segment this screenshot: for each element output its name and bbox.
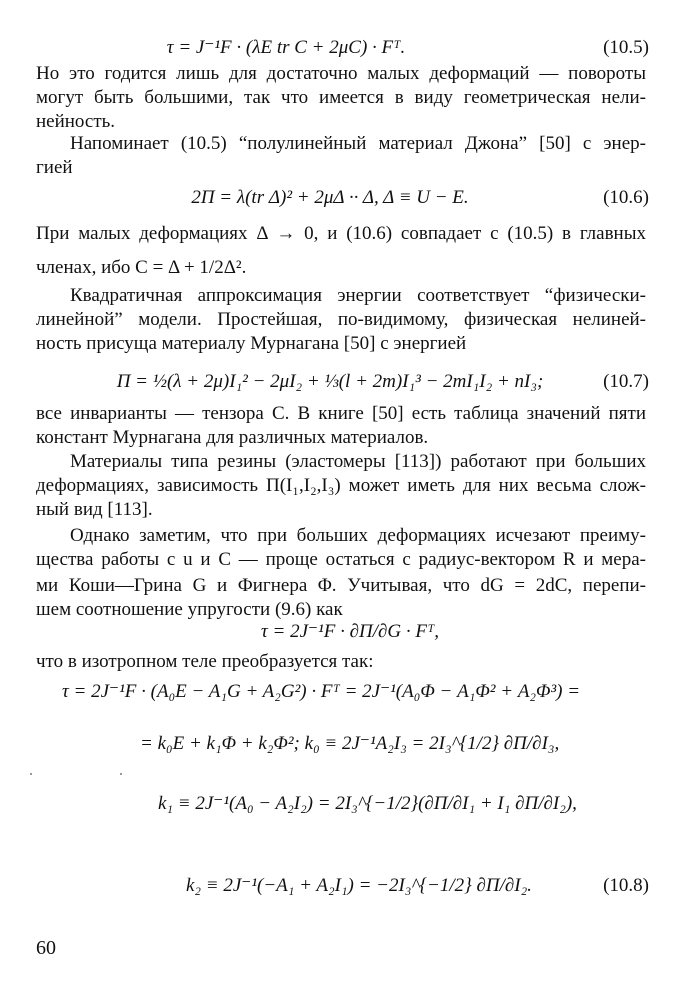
equation-10-8-line-1: τ = 2J⁻¹F · (A₀E − A₁G + A₂G²) · Fᵀ = 2J⁻¹(A₀Φ − A₁Φ² + A₂Φ³) = [62, 681, 581, 702]
paragraph-4-line-1: Квадратичная аппроксимация энергии соответствует “физически- [70, 285, 646, 306]
paragraph-4-line-2: линейной” модели. Простейшая, по-видимому, физическая нелиней- [36, 309, 646, 330]
paragraph-2-line-1: Напоминает (10.5) “полулинейный материал Джона” [50] с энер- [70, 133, 646, 154]
equation-10-8-line-3: k₁ ≡ 2J⁻¹(A₀ − A₂I₂) = 2I₃^{−1/2}(∂Π/∂I₁ + I₁ ∂Π/∂I₂), [158, 793, 577, 814]
equation-10-5: τ = J⁻¹F · (λE tr C + 2μC) · Fᵀ. [166, 37, 406, 58]
equation-number-10-5: (10.5) [603, 37, 649, 58]
paragraph-1-line-3: нейность. [36, 111, 116, 132]
scan-speck [30, 773, 32, 775]
paragraph-5-line-2: констант Мурнагана для различных материалов. [36, 427, 429, 448]
paragraph-7-line-4: шем соотношение упругости (9.6) как [36, 599, 343, 620]
paragraph-1-line-2: могут быть большими, так что имеется в виду геометрическая нели- [36, 87, 646, 108]
page-number: 60 [36, 937, 56, 959]
paragraph-7-line-2: щества работы с u и C — проще остаться с радиус-вектором R и мера- [36, 549, 646, 570]
paragraph-5-line-1: все инварианты — тензора C. В книге [50] есть таблица значений пяти [36, 403, 646, 424]
paragraph-8-line-1: что в изотропном теле преобразуется так: [36, 651, 374, 672]
equation-number-10-8: (10.8) [603, 875, 649, 896]
equation-10-6: 2Π = λ(tr Δ)² + 2μΔ ·· Δ, Δ ≡ U − E. [191, 187, 469, 208]
scan-speck [120, 773, 122, 775]
equation-number-10-7: (10.7) [603, 371, 649, 392]
equation-number-10-6: (10.6) [603, 187, 649, 208]
equation-10-7: Π = ½(λ + 2μ)I₁² − 2μI₂ + ⅓(l + 2m)I₁³ − 2mI₁I₂ + nI₃; [116, 371, 544, 392]
paragraph-6-line-1: Материалы типа резины (эластомеры [113]) работают при больших [70, 451, 646, 472]
paragraph-6-line-3: ный вид [113]. [36, 499, 153, 520]
paragraph-1-line-1: Но это годится лишь для достаточно малых деформаций — повороты [36, 63, 646, 84]
paragraph-7-line-3: ми Коши—Грина G и Фигнера Φ. Учитывая, что dG = 2dC, перепи- [36, 575, 646, 596]
paragraph-3-line-1: При малых деформациях Δ → 0, и (10.6) совпадает с (10.5) в главных [36, 223, 646, 244]
equation-10-8-line-2: = k₀E + k₁Φ + k₂Φ²; k₀ ≡ 2J⁻¹A₂I₃ = 2I₃^{1/2} ∂Π/∂I₃, [140, 733, 560, 754]
paragraph-6-line-2: деформациях, зависимость Π(I₁,I₂,I₃) может иметь для них весьма слож- [36, 475, 646, 496]
paragraph-2-line-2: гией [36, 157, 73, 178]
equation-10-8-line-4: k₂ ≡ 2J⁻¹(−A₁ + A₂I₁) = −2I₃^{−1/2} ∂Π/∂I₂. [186, 875, 532, 896]
paragraph-3-line-2: членах, ибо C = Δ + 1/2Δ². [36, 257, 247, 278]
paragraph-7-line-1: Однако заметим, что при больших деформациях исчезают преиму- [70, 525, 646, 546]
equation-tau-g: τ = 2J⁻¹F · ∂Π/∂G · Fᵀ, [260, 621, 440, 642]
paragraph-4-line-3: ность присуща материалу Мурнагана [50] с энергией [36, 333, 467, 354]
